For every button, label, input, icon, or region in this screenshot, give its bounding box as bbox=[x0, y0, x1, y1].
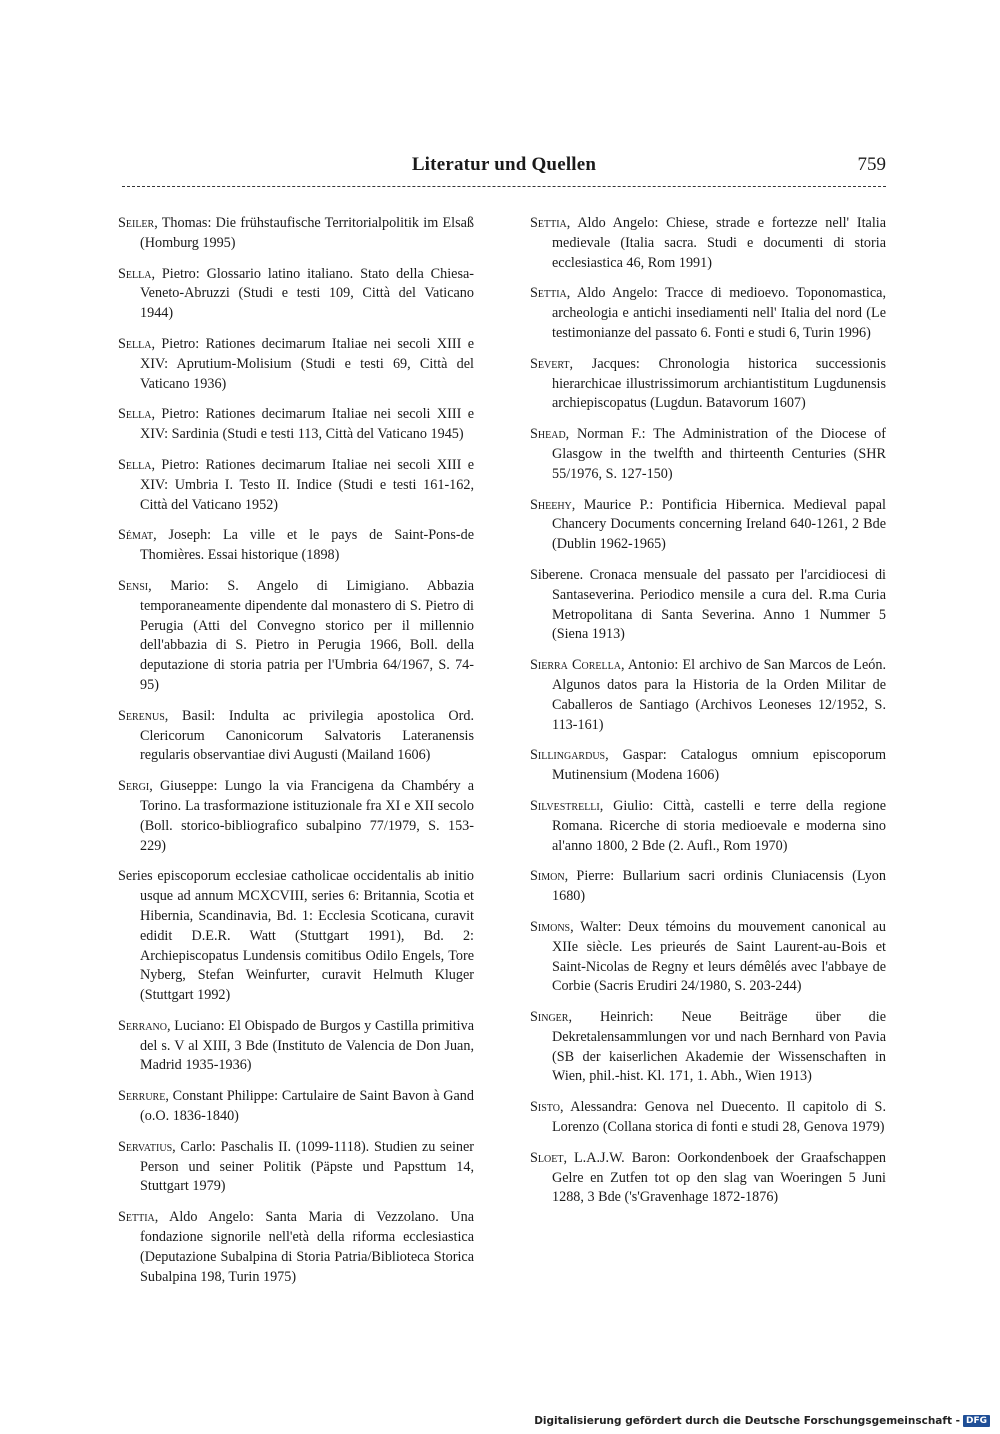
entry-text: , Carlo: Paschalis II. (1099-1118). Studien zu seiner Person und seiner Politik (Päpste und Papsttum 14, Stuttgart 1979) bbox=[140, 1138, 474, 1195]
bibliography-entry bbox=[530, 746, 886, 786]
entry-author: Serrano bbox=[118, 1017, 168, 1034]
bibliography-entry bbox=[118, 707, 474, 766]
bibliography-entry bbox=[530, 355, 886, 414]
entry-author: Sloet bbox=[530, 1149, 564, 1166]
entry-author: Settia bbox=[118, 1209, 155, 1226]
entry-text: , Pietro: Rationes decimarum Italiae nei secoli XIII e XIV: Aprutium-Molisium (Studi e testi 69, Città del Vaticano 1936) bbox=[140, 335, 474, 392]
bibliography-column-left bbox=[118, 214, 474, 1298]
bibliography-entry bbox=[530, 284, 886, 343]
digitization-footer bbox=[534, 1415, 990, 1427]
bibliography-entry bbox=[118, 526, 474, 566]
entry-text: , Heinrich: Neue Beiträge über die Dekretalensammlungen vor und nach Bernhard von Pavia (SB der kaiserlichen Akademie der Wissenschaften in Wien, phil.-hist. Kl. 171, 1. Abh., Wien 1913) bbox=[552, 1009, 886, 1085]
entry-text: Siberene. Cronaca mensuale del passato per l'arcidiocesi di Santaseverina. Periodico mensile a cura del. R.ma Curia Metropolitana di Santa Severina. Anno 1 Nummer 5 (Siena 1913) bbox=[530, 566, 886, 643]
entry-author: Sensi bbox=[118, 577, 149, 594]
entry-author: Simons bbox=[530, 918, 571, 935]
entry-author: Serenus bbox=[118, 707, 165, 724]
entry-author: Seiler bbox=[118, 215, 155, 231]
entry-text: , Norman F.: The Administration of the Diocese of Glasgow in the twelfth and thirteenth Centuries (SHR 55/1976, S. 127-150) bbox=[552, 426, 886, 482]
bibliography-entry bbox=[530, 425, 886, 484]
entry-text: , Pietro: Glossario latino italiano. Stato della Chiesa-Veneto-Abruzzi (Studi e testi 109, Città del Vaticano 1944) bbox=[140, 265, 474, 322]
entry-text: , Giulio: Città, castelli e terre della regione Romana. Ricerche di storia medioevale e moderna sino al'anno 1800, 2 Bde (2. Aufl., Rom 1970) bbox=[552, 797, 886, 854]
bibliography-entry bbox=[118, 1087, 474, 1127]
entry-author: Sella bbox=[118, 265, 152, 282]
entry-text: , Aldo Angelo: Santa Maria di Vezzolano. Una fondazione signorile nell'età della riforma ecclesiastica (Deputazione Subalpina di Storia Patria/Biblioteca Storica Subalpina 198, Turin 1975) bbox=[140, 1209, 474, 1285]
bibliography-entry bbox=[530, 656, 886, 735]
entry-author: Sergi bbox=[118, 778, 150, 795]
entry-text: , Pietro: Rationes decimarum Italiae nei secoli XIII e XIV: Umbria I. Testo II. Indice (Studi e testi 161-162, Città del Vaticano 1952) bbox=[140, 456, 474, 513]
entry-author: Sillingardus bbox=[530, 747, 606, 764]
entry-text: , Maurice P.: Pontificia Hibernica. Medieval papal Chancery Documents concerning Ireland 640-1261, 2 Bde (Dublin 1962-1965) bbox=[552, 496, 886, 553]
bibliography-entry bbox=[530, 867, 886, 907]
bibliography-entry bbox=[530, 797, 886, 856]
entry-text: , Walter: Deux témoins du mouvement canonical au XIIe siècle. Les prieurés de Saint Laurent-au-Bois et Saint-Nicolas de Regny et leurs démêlés avec l'abbaye de Corbie (Sacris Erudiri 24/1980, S. 203-244) bbox=[552, 918, 886, 995]
bibliography-entry bbox=[530, 496, 886, 555]
entry-author: Serrure bbox=[118, 1088, 166, 1105]
entry-author: Sella bbox=[118, 406, 152, 423]
running-title: Literatur und Quellen bbox=[411, 154, 597, 175]
entry-author: Sierra Corella bbox=[530, 657, 621, 674]
bibliography-entry bbox=[530, 1008, 886, 1087]
bibliography-entry bbox=[118, 777, 474, 856]
bibliography-entry bbox=[118, 1017, 474, 1076]
entry-text: , Aldo Angelo: Tracce di medioevo. Toponomastica, archeologia e antichi insediamenti nell' Italia del nord (Le testimonianze del passato 6. Fonti e studi 6, Turin 1996) bbox=[552, 285, 886, 341]
bibliography-entry bbox=[530, 566, 886, 645]
page-header bbox=[122, 152, 886, 184]
entry-text: , Thomas: Die frühstaufische Territorialpolitik im Elsaß (Homburg 1995) bbox=[140, 215, 474, 251]
bibliography-entry bbox=[118, 456, 474, 515]
entry-author: Simon bbox=[530, 868, 565, 885]
dfg-logo: DFG bbox=[963, 1415, 990, 1427]
page-number: 759 bbox=[857, 154, 886, 175]
bibliography-entry bbox=[118, 867, 474, 1006]
bibliography-entry bbox=[118, 1208, 474, 1287]
bibliography-entry bbox=[118, 1138, 474, 1197]
entry-text: Series episcoporum ecclesiae catholicae occidentalis ab initio usque ad annum MCXCVIII, series 6: Britannia, Scotia et Hibernia, Scandinavia, Bd. 1: Ecclesia Scoticana, curavit edidit D.E.R. Watt (Stuttgart 1991), Bd. 2: Archiepiscopatus Lundensis comitibus Odilo Engels, Tore Nyberg, Stefan Weinfurter, curavit Helmuth Kluger (Stuttgart 1992) bbox=[118, 868, 474, 1004]
entry-text: , Pietro: Rationes decimarum Italiae nei secoli XIII e XIV: Sardinia (Studi e testi 113, Città del Vaticano 1945) bbox=[140, 406, 474, 443]
bibliography-entry bbox=[530, 1098, 886, 1138]
entry-text: , Constant Philippe: Cartulaire de Saint Bavon à Gand (o.O. 1836-1840) bbox=[140, 1088, 474, 1125]
entry-text: , Joseph: La ville et le pays de Saint-Pons-de Thomières. Essai historique (1898) bbox=[140, 527, 474, 564]
bibliography-entry bbox=[118, 214, 474, 254]
footer-text: Digitalisierung gefördert durch die Deutsche Forschungsgemeinschaft - bbox=[534, 1415, 960, 1427]
bibliography-entry bbox=[118, 335, 474, 394]
entry-text: , Basil: Indulta ac privilegia apostolica Ord. Clericorum Canonicorum Salvatoris Lateranensis regularis observantiae divi Augusti (Mailand 1606) bbox=[140, 707, 474, 764]
entry-author: Singer bbox=[530, 1009, 569, 1026]
bibliography-entry bbox=[530, 214, 886, 273]
bibliography-entry bbox=[530, 1149, 886, 1208]
entry-author: Sheehy bbox=[530, 496, 572, 513]
entry-text: , Antonio: El archivo de San Marcos de León. Algunos datos para la Historia de la Orden Militar de Caballeros de Santiago (Archivos Leoneses 12/1952, S. 113-161) bbox=[552, 657, 886, 733]
entry-text: , Gaspar: Catalogus omnium episcoporum Mutinensium (Modena 1606) bbox=[552, 747, 886, 784]
entry-author: Servatius bbox=[118, 1138, 173, 1155]
entry-text: , Giuseppe: Lungo la via Francigena da Chambéry a Torino. La trasformazione istituzionale fra XI e XII secolo (Boll. storico-bibliografico subalpino 77/1979, S. 153-229) bbox=[140, 778, 474, 854]
entry-text: , Alessandra: Genova nel Duecento. Il capitolo di S. Lorenzo (Collana storica di fonti e studi 28, Genova 1979) bbox=[552, 1099, 886, 1136]
entry-author: Shead bbox=[530, 426, 566, 443]
header-divider bbox=[122, 186, 886, 187]
entry-text: , Pierre: Bullarium sacri ordinis Cluniacensis (Lyon 1680) bbox=[552, 868, 886, 905]
entry-author: Sella bbox=[118, 456, 152, 473]
entry-text: , Mario: S. Angelo di Limigiano. Abbazia temporaneamente dipendente dal monastero di S. Pietro di Perugia (Atti del Convegno storico per il millennio dell'abbazia di S. Pietro in Perugia 1966, Boll. della deputazione di storia patria per l'Umbria 64/1967, S. 74-95) bbox=[140, 577, 474, 693]
entry-text: , Luciano: El Obispado de Burgos y Castilla primitiva del s. V al XIII, 3 Bde (Instituto de Valencia de Don Juan, Madrid 1935-1936) bbox=[140, 1017, 474, 1074]
entry-author: Sémat bbox=[118, 527, 154, 544]
entry-author: Severt bbox=[530, 355, 570, 372]
bibliography-entry bbox=[118, 265, 474, 324]
bibliography-entry bbox=[118, 405, 474, 445]
entry-author: Sisto bbox=[530, 1099, 560, 1116]
entry-author: Settia bbox=[530, 215, 567, 231]
entry-author: Settia bbox=[530, 285, 567, 302]
entry-text: , Aldo Angelo: Chiese, strade e fortezze nell' Italia medievale (Italia sacra. Studi e documenti di storia ecclesiastica 46, Rom 1991) bbox=[552, 215, 886, 271]
bibliography-entry bbox=[530, 918, 886, 997]
entry-text: , Jacques: Chronologia historica successionis hierarchicae illustrissimorum archiantistitum Lugdunensis archiepiscopatus (Lugdun. Batavorum 1607) bbox=[552, 355, 886, 412]
entry-text: , L.A.J.W. Baron: Oorkondenboek der Graafschappen Gelre en Zutfen tot op den slag van Woeringen 5 Juni 1288, 3 Bde ('s'Gravenhage 1872-1876) bbox=[552, 1149, 886, 1206]
entry-author: Silvestrelli bbox=[530, 797, 600, 814]
bibliography-column-right bbox=[530, 214, 886, 1219]
bibliography-entry bbox=[118, 577, 474, 696]
entry-author: Sella bbox=[118, 335, 152, 352]
